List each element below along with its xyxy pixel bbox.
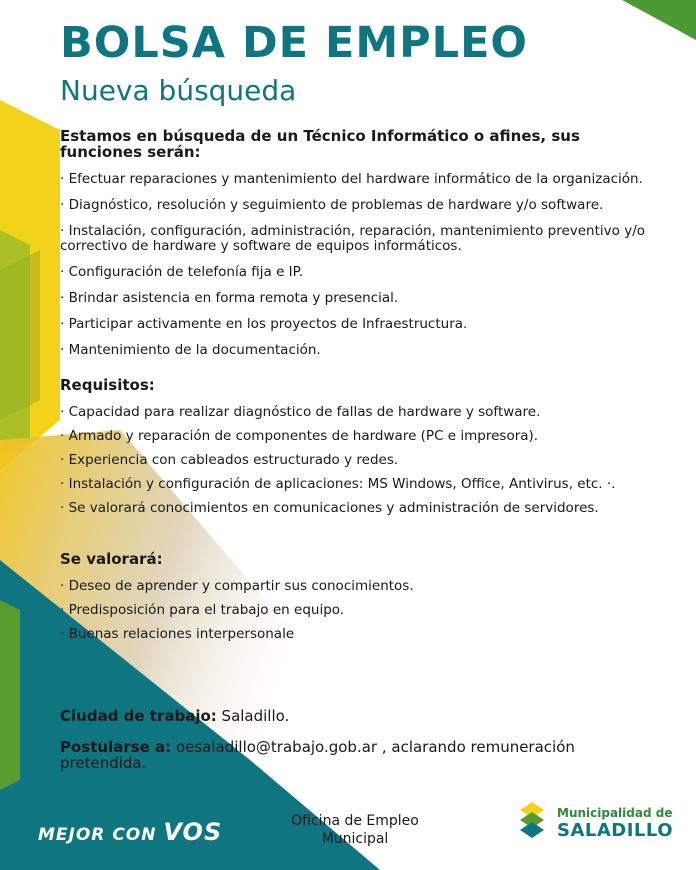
logo-line1: Municipalidad de [557,806,673,820]
office-line: Oficina de Empleo [291,813,419,829]
office-name [270,812,440,848]
work-city-value: Saladillo. [216,707,290,725]
list-item: · Instalación y configuración de aplicaciones: MS Windows, Office, Antivirus, etc. ·. [60,476,616,492]
logo-line2: SALADILLO [557,820,674,841]
list-item: · Predisposición para el trabajo en equipo. [60,602,345,618]
valued-list [60,579,660,642]
apply-email-text: oesaladillo@trabajo.gob.ar , aclarando remuneración pretendida. [60,738,575,772]
intro-text: Estamos en búsqueda de un Técnico Informático o afines, sus funciones serán: [60,127,580,161]
requirements-heading: Requisitos: [60,376,155,394]
list-item: · Efectuar reparaciones y mantenimiento del hardware informático de la organización. [60,171,643,187]
functions-list [60,172,660,358]
office-line: Municipal [321,831,389,847]
list-item: · Participar activamente en los proyectos de Infraestructura. [60,316,468,332]
page-title: BOLSA DE EMPLEO [60,18,528,68]
work-city-label: Ciudad de trabajo: [60,707,217,725]
work-city [60,707,289,725]
list-item: · Se valorará conocimientos en comunicaciones y administración de servidores. [60,500,599,516]
list-item: · Instalación, configuración, administración, reparación, mantenimiento preventivo y/o correctivo de hardware y software de equipos informáticos. [60,223,645,254]
apply-info [60,739,620,771]
job-description [60,128,660,651]
slogan [38,818,222,846]
list-item: · Buenas relaciones interpersonale [60,626,295,642]
list-item: · Diagnóstico, resolución y seguimiento de problemas de hardware y/o software. [60,197,604,213]
requirements-list [60,405,660,516]
list-item: · Mantenimiento de la documentación. [60,342,321,358]
list-item: · Experiencia con cableados estructurado y redes. [60,452,399,468]
slogan-text: MEJOR CON [38,825,164,845]
page-subtitle: Nueva búsqueda [60,74,297,107]
list-item: · Deseo de aprender y compartir sus conocimientos. [60,578,414,594]
list-item: · Brindar asistencia en forma remota y presencial. [60,290,399,306]
slogan-vos: VOS [163,818,223,846]
apply-label: Postularse a: [60,738,172,756]
list-item: · Armado y reparación de componentes de hardware (PC e impresora). [60,428,539,444]
valued-heading: Se valorará: [60,550,163,568]
list-item: · Configuración de telefonía fija e IP. [60,264,303,280]
list-item: · Capacidad para realizar diagnóstico de fallas de hardware y software. [60,404,541,420]
